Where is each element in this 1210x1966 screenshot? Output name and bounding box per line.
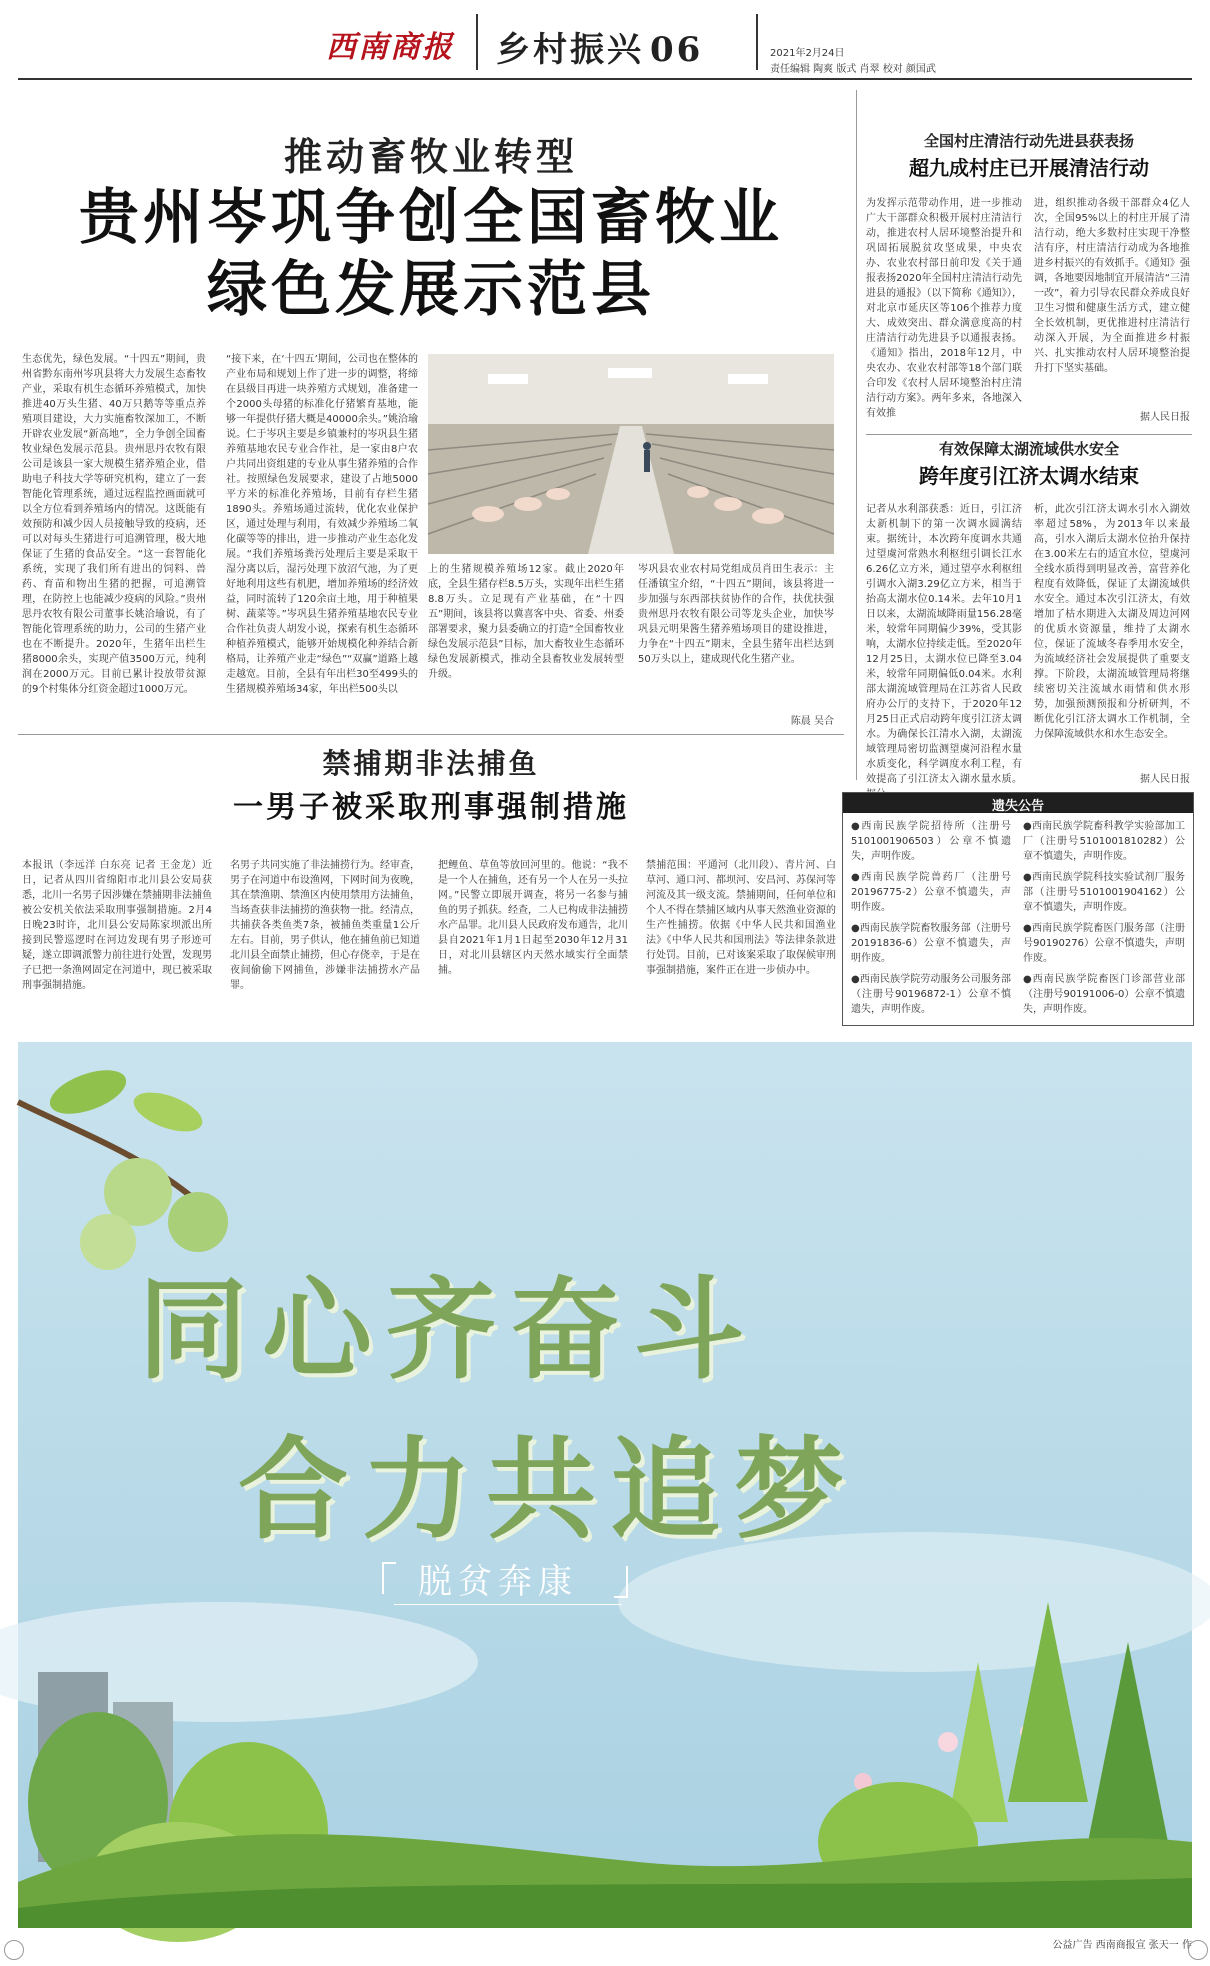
poster-slogan-line-1: 同心齐奋斗	[138, 1265, 758, 1394]
article-column-1: 记者从水利部获悉：近日，引江济太新机制下的第一次调水圆满结束。据统计，本次跨年度调水共通过望虞河常熟水利枢纽引调长江水6.26亿立方米，通过望亭水利枢纽引调水入湖3.29亿立方米，相当于抬高太湖水位0.14米。去年10月1日以来，太湖流域降雨量156.28毫米，较常年同期偏少39%，受其影响，太湖水位持续走低。至2020年12月25日，太湖水位已降至3.04米，较常年同期偏低0.04米。水利部太湖流域管理局在江苏省人民政府办公厅的支持下，于2020年12月25日正式启动跨年度引江济太调水。为确保长江清水入湖，太湖流域管理局密切监测望虞河沿程水量水质变化，科学调度水利工程，有效提高了引江济太入湖水量水质。	[866, 504, 1022, 785]
notice-item: ●西南民族学院畜医门诊部营业部（注册号90191006-0）公章不慎遗失，声明作废。	[1023, 974, 1185, 1015]
article-source: 据人民日报	[1140, 412, 1190, 423]
article-headline: 跨年度引江济太调水结束	[919, 464, 1139, 488]
notice-item: ●西南民族学院畜牧服务部（注册号20191836-6）公章不慎遗失，声明作废。	[851, 923, 1011, 964]
poster-tag-bracket-left	[382, 1562, 396, 1594]
column-divider	[856, 90, 857, 780]
article-column-3: 把鲤鱼、草鱼等放回河里的。他说：“我不是一个人在捕鱼，还有另一个人在另一头拉网。”民警立即展开调查，将另一名参与捕鱼的男子抓获。经查，二人已构成非法捕捞水产品罪。北川县人民政府发布通告，北川县自2021年1月1日起至2030年12月31日，对北川县辖区内天然水域实行全面禁捕。	[438, 860, 628, 976]
poster-credit: 公益广告 西南商报宣 张天一 作	[1052, 1940, 1192, 1951]
notice-item: ●西南民族学院招待所（注册号5101001906503）公章不慎遗失，声明作废。	[851, 821, 1011, 862]
headline-line-2: 绿色发展示范县	[207, 255, 655, 325]
article-column-1: 本报讯（李远洋 白东亮 记者 王金龙）近日，记者从四川省绵阳市北川县公安局获悉，北川一名男子因涉嫌在禁捕期非法捕鱼被公安机关依法采取刑事强制措施。2月4日晚23时许，北川县公安局陈家坝派出所接到民警巡逻时在河边发现有男子形迹可疑，遂立即调派警力前往进行处置，发现男子已把一条渔网固定在河道中，现已被采取刑事强制措施。	[22, 860, 212, 991]
notices-column-2	[1023, 819, 1185, 1019]
section-divider-left	[18, 734, 844, 735]
page-number: 06	[650, 30, 704, 70]
article-village-cleanup	[866, 100, 1192, 430]
article-column-3: 上的生猪规模养殖场12家。截止2020年底，全县生猪存栏8.5万头，实现年出栏生猪8.8万头。立足现有产业基础，在“十四五”期间，该县将以冀喜客中央、省委、州委部署要求，聚力县委确立的打造“全国畜牧业绿色发展示范县”目标，加大畜牧业生态循环绿色发展新模式，推动全县畜牧业发展转型升级。	[428, 564, 624, 680]
article-author: 陈晨 吴合	[790, 716, 834, 727]
editor-credits: 责任编辑 陶爽 版式 肖翠 校对 颜国武	[770, 64, 936, 75]
poster-tag: 脱贫奔康	[418, 1562, 578, 1602]
article-kicker: 推动畜牧业转型	[283, 134, 578, 179]
article-headline: 一男子被采取刑事强制措施	[233, 790, 629, 825]
poster-tag-bracket-right	[614, 1566, 628, 1598]
public-service-poster	[18, 1042, 1192, 1928]
article-kicker: 禁捕期非法捕鱼	[322, 747, 540, 780]
article-taihu-water	[866, 438, 1192, 798]
notice-item: ●西南民族学院畜科教学实验部加工厂（注册号5101001810282）公章不慎遗失，声明作废。	[1023, 821, 1185, 862]
lost-notices	[842, 792, 1194, 1026]
paper-logo: 西南商报	[326, 30, 454, 65]
section-name: 乡村振兴	[496, 30, 644, 70]
headline-line-1: 贵州岑巩争创全国畜牧业	[79, 183, 783, 253]
article-column-1: 为发挥示范带动作用，进一步推动广大干部群众积极开展村庄清洁行动，推进农村人居环境整治提升和巩固拓展脱贫攻坚成果，中央农办、农业农村部日前印发《关于通报表扬2020年全国村庄清洁行动先进县的通报》（以下简称《通知》），对北京市延庆区等106个推荐力度大、成效突出、群众满意度高的村庄清洁行动先进县予以通报表扬。《通知》指出，2018年12月，中央农办、农业农村部等18个部门联合印发《农村人居环境整治村庄清洁行动方案》。两年多来，各地深入有效推	[866, 198, 1022, 419]
poster-slogan-line-2: 合力共追梦	[238, 1425, 858, 1554]
article-kicker: 全国村庄清洁行动先进县获表扬	[923, 132, 1134, 150]
article-column-2: “接下来，在‘十四五’期间，公司也在整体的产业布局和规划上作了进一步的调整，将缔在县级目再进一块养殖方式规划，准备建一个2000头母猪的标准化仔猪繁育基地，能够一年提供仔猪大概是40000余头。”姚洽瑜说。仁于岑巩主要是乡镇兼村的岑巩县生猪养殖基地农民专业合作社，是一家由8户农户共同出资组建的专业从事生猪养殖的合作社。按照绿色发展要求，建设了占地5000平方米的标准化养殖场，目前有存栏生猪1890头。养殖场通过流转，优化农业保护区，通过处理与利用，有效减少养殖场二氧化碳等等的排出，进一步推动产业生态化发展。“我们养殖场粪污处理后主要是采取干湿分离以后，湿污处理下放沼气池，为了更好地利用这些有机肥，增加养殖场的经济效益，同时流转了120余亩土地，用于种植果树、蔬菜等。”岑巩县生猪养殖基地农民专业合作社负责人胡发小说，探索有机生态循环种植养殖模式，能够开始规模化种养结合新格局，让养殖产业走“绿色”“双赢”道路上越走越宽。目前，全县有年出栏30至499头的生猪规模养殖场34家，年出栏500头以	[226, 354, 418, 695]
notice-item: ●西南民族学院科技实验试剂厂服务部（注册号5101001904162）公章不慎遗失，声明作废。	[1023, 872, 1185, 913]
article-column-2: 名男子共同实施了非法捕捞行为。经审查，男子在河道中布设渔网，下网时间为夜晚，其在禁渔期、禁渔区内使用禁用方法捕鱼，当场查获非法捕捞的渔获物一批。经清点，共捕获各类鱼类7条，被捕鱼类重量1公斤左右。目前，男子供认，他在捕鱼前已知道北川县全面禁止捕捞，但心存侥幸，于是在夜间偷偷下网捕鱼，涉嫌非法捕捞水产品罪。	[230, 860, 420, 991]
poster-tag-line	[394, 1604, 622, 1605]
notice-item: ●西南民族学院兽药厂（注册号20196775-2）公章不慎遗失，声明作废。	[851, 872, 1011, 913]
pig-barn-photo	[428, 354, 834, 554]
article-headline	[18, 182, 844, 326]
article-column-2: 析，此次引江济太调水引水入湖效率超过58%，为2013年以来最高，引水入湖后太湖水位抬升保持在3.00米左右的适宜水位，望虞河全线水质得到明显改善，富营养化程度有效降低，保证了太湖流域供水安全。通过本次引江济太，有效增加了枯水期进入太湖及周边河网的优质水资源量，维持了太湖水位，保证了流域冬春季用水安全，为流域经济社会发展提供了重要支撑。下阶段，太湖流域管理局将继续密切关注流域水雨情和供水形势，加强预测预报和分析研判，不断优化引江济太调水工作机制，全力保障流域供水和水生态安全。	[1034, 504, 1190, 740]
article-illegal-fishing	[18, 740, 844, 1040]
article-kicker: 有效保障太湖流域供水安全	[938, 440, 1119, 458]
article-column-1: 生态优先，绿色发展。“十四五”期间，贵州省黔东南州岑巩县将大力发展生态畜牧产业，采取有机生态循环养殖模式，加快推进40万头生猪、40万只鹅等等重点养殖项目建设，大力实施畜牧深加工，不断开辟农业发展“新高地”，全力争创全国畜牧业绿色发展示范县。贵州思丹农牧有限公司是该县一家大规模生猪养殖企业，借助电子科技大学等研究机构，建立了一套智能化管理系统，通过远程监控画面就可以全方位看到养殖场内的情况。这既能有效预防和减少因人员接触导致的疫病，还可以对每头生猪进行可追溯管理，极大地保证了生猪的食品安全。“这一套智能化系统，实现了我们所有进出的饲料、兽药、育苗和物出生猪的把握，可追溯管理，在防控上也能减少疫病的风险。”贵州思丹农牧有限公司董事长姚洽瑜说，有了智能化管理系统的助力，公司的生猪产业也在不断提升。2020年，生猪年出栏生猪8000余头，实现产值3500万元，纯利润在2000万元。目前已累计投放带贫源的9个村集体分红资金超过1000万元。	[22, 354, 206, 695]
article-column-2: 进，组织推动各级干部群众4亿人次，全国95%以上的村庄开展了清洁行动，绝大多数村庄实现干净整洁有序，村庄清洁行动成为各地推进乡村振兴的有效抓手。《通知》强调，各地要因地制宜开展清洁“三清一改”，着力引导农民群众养成良好卫生习惯和健康生活方式，建立健全长效机制，更优推进村庄清洁行动深入开展，为全面推进乡村振兴、扎实推动农村人居环境整治提升打下坚实基础。	[1034, 198, 1190, 374]
notice-item: ●西南民族学院畜医门服务部（注册号90190276）公章不慎遗失，声明作废。	[1023, 923, 1185, 964]
notices-title: 遗失公告	[991, 799, 1044, 814]
article-livestock	[18, 90, 844, 730]
article-headline: 超九成村庄已开展清洁行动	[909, 156, 1149, 180]
article-column-4: 禁捕范围：平通河（北川段）、青片河、白草河、通口河、都坝河、安昌河、苏保河等河流及其一级支流。禁捕期间，任何单位和个人不得在禁捕区域内从事天然渔业资源的生产性捕捞。依据《中华人民共和国渔业法》《中华人民共和国刑法》等法律条款进行处罚。目前，已对该案采取了取保候审刑事强制措施，案件正在进一步侦办中。	[646, 860, 836, 976]
register-mark-right	[1188, 1940, 1208, 1960]
issue-date: 2021年2月24日	[770, 48, 845, 59]
article-column-4: 岑巩县农业农村局党组成员肖田生表示：主任潘镇宝介绍，“十四五”期间，该县将进一步加强与东西部扶贫协作的合作，扶优扶强贵州思丹农牧有限公司等龙头企业，加快岑巩县元明果酱生猪养殖场项目的建设推进，力争在“十四五”期末，全县生猪年出栏达到50万头以上，建成现代化生猪产业。	[638, 564, 834, 665]
masthead-divider-2	[756, 14, 758, 70]
register-mark-left	[4, 1940, 24, 1960]
masthead-divider	[476, 14, 478, 70]
section-divider	[866, 434, 1192, 435]
notice-item: ●西南民族学院劳动服务公司服务部（注册号90196872-1）公章不慎遗失，声明作废。	[851, 974, 1011, 1015]
masthead-rule	[18, 78, 1192, 80]
article-source: 据人民日报	[1140, 774, 1190, 785]
masthead	[0, 0, 1210, 80]
notices-column-1	[851, 819, 1011, 1019]
pig-barn-illustration	[428, 354, 834, 554]
section-title	[496, 22, 703, 71]
